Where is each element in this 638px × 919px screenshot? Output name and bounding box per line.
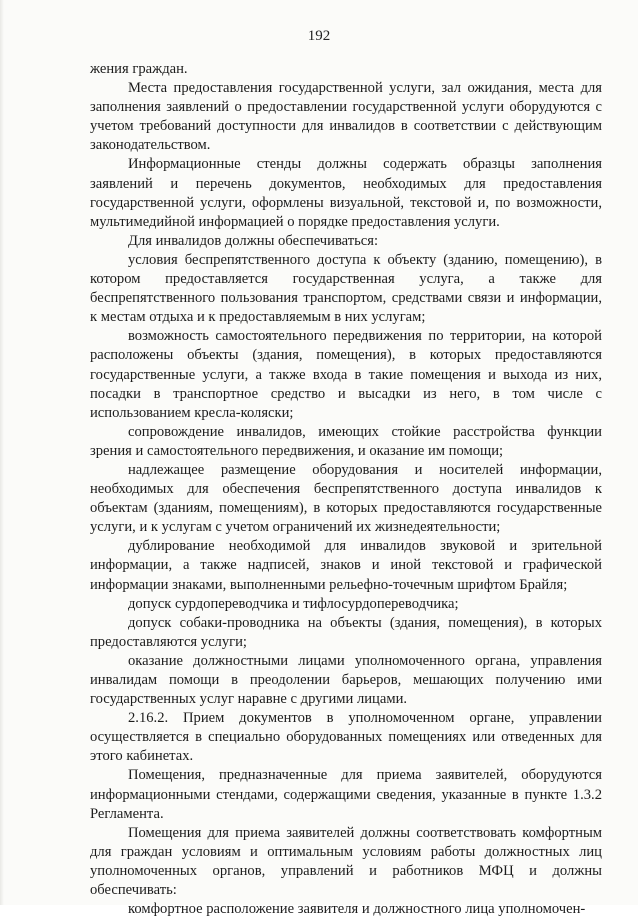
scan-edge [0,0,4,905]
paragraph: Помещения для приема заявителей должны соответствовать комфортным для граждан условиям и оптимальным условиям работы должностных лиц уполномоченных органов, управлений и работников МФЦ и должны обеспечивать: [90,824,602,899]
paragraph: надлежащее размещение оборудования и носителей информации, необходимых для обеспечения беспрепятственного доступа инвалидов к объектам (зданиям, помещениям), в которых предоставляются государственные услуги, и к услугам с учетом ограничений их жизнедеятельности; [90,461,602,536]
paragraph: допуск сурдопереводчика и тифлосурдопереводчика; [128,595,459,612]
paragraph: возможность самостоятельного передвижения по территории, на которой расположены объекты (здания, помещения), в которых предоставляются государственные услуги, а также входа в такие помещения и выхода из них, посадки в транспортное средство и высадки из него, в том числе с использованием кресла-коляски; [90,328,602,421]
paragraph: жения граждан. [90,61,188,77]
paragraph: Места предоставления государственной услуги, зал ожидания, места для заполнения заявлений о предоставлении государственной услуги оборудуются с учетом требований доступности для инвалидов в соответствии с действующим законодательством. [90,80,602,154]
paragraph: сопровождение инвалидов, имеющих стойкие расстройства функции зрения и самостоятельного передвижения, и оказание им помощи; [90,423,602,459]
paragraph: оказание должностными лицами уполномоченного органа, управления инвалидам помощи в преодолении барьеров, мешающих получению ими государственных услуг наравне с другими лицами. [90,652,602,708]
paragraph: дублирование необходимой для инвалидов звуковой и зрительной информации, а также надписей, знаков и иной текстовой и графической информации знаками, выполненными рельефно-точечным шрифтом Брайля; [90,538,602,593]
page-number: 192 [307,28,331,44]
paragraph: Для инвалидов должны обеспечиваться: [128,232,379,249]
paragraph: Информационные стенды должны содержать образцы заполнения заявлений и перечень документов, необходимых для предоставления государственной услуги, оформлены визуальной, текстовой и, по возможности, мультимедийной информацией о порядке предоставления услуги. [90,156,602,230]
paragraph: допуск собаки-проводника на объекты (здания, помещения), в которых предоставляются услуги; [90,614,602,650]
paragraph: комфортное расположение заявителя и должностного лица уполномочен- [128,901,586,918]
paragraph: условия беспрепятственного доступа к объекту (зданию, помещению), в котором предоставляется государственная услуга, а также для беспрепятственного пользования транспортом, средствами связи и информации, к местам отдыха и к предоставляемым в них услугам; [90,251,602,326]
paragraph: 2.16.2. Прием документов в уполномоченном органе, управлении осуществляется в специально оборудованных помещениях или отведенных для этого кабинетах. [90,710,602,765]
paragraph: Помещения, предназначенные для приема заявителей, оборудуются информационными стендами, содержащими сведения, указанные в пункте 1.3.2 Регламента. [90,767,602,822]
document-body [90,60,602,919]
